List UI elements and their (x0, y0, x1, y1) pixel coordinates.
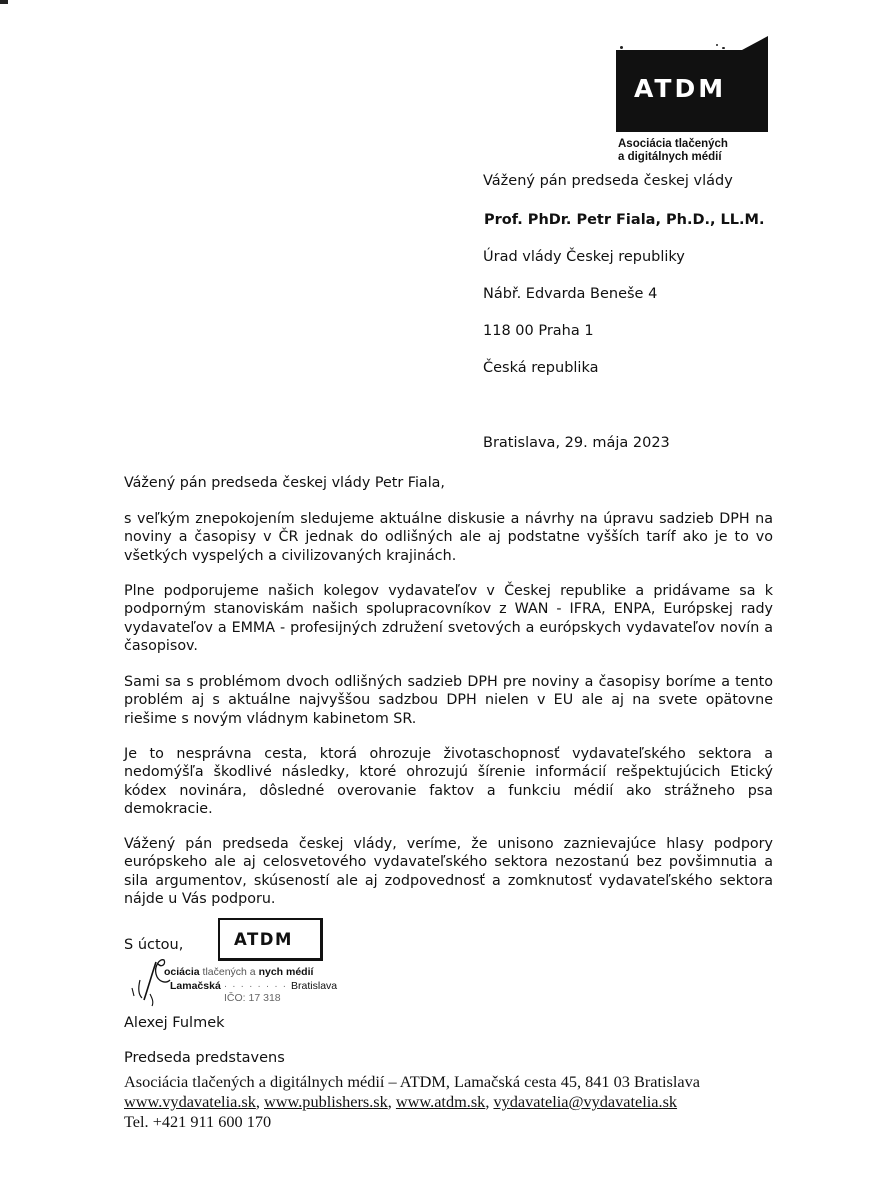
scan-speck (620, 46, 623, 49)
stamp-logo: ATDM (234, 930, 293, 949)
stamp-line-1-suffix: nych médií (258, 966, 314, 978)
letter-greeting: Vážený pán predseda českej vlády Petr Fiala, (124, 475, 445, 491)
link-publishers[interactable]: www.publishers.sk (264, 1092, 388, 1111)
stamp-line-1-mid: tlačených a (202, 966, 256, 978)
footer-links: www.vydavatelia.sk, www.publishers.sk, www.atdm.sk, vydavatelia@vydavatelia.sk (124, 1092, 678, 1111)
scan-speck (716, 44, 718, 46)
logo-subtitle (618, 138, 728, 164)
scan-speck (722, 47, 725, 49)
signatory-name: Alexej Fulmek (124, 1015, 225, 1031)
recipient-name: Prof. PhDr. Petr Fiala, Ph.D., LL.M. (484, 212, 765, 228)
stamp-line-2-suffix: Bratislava (291, 980, 338, 992)
stamp-line-3: IČO: 17 318 (224, 992, 281, 1004)
letter-paragraph-2: Plne podporujeme našich kolegov vydavateľov v Českej republike a pridávame sa k podporným stanoviskám našich spolupracovníkov z WAN - IFRA, ENPA, Európskej rady vydavateľov a EMMA - profesijných združení svetových a európskych vydavateľov novín a časopisov. (124, 583, 773, 654)
scan-mark-corner (0, 0, 8, 4)
signatory-title: Predseda predstavens (124, 1050, 285, 1066)
recipient-city: 118 00 Praha 1 (483, 323, 594, 339)
letter-paragraph-4: Je to nesprávna cesta, ktorá ohrozuje životaschopnosť vydavateľského sektora a nedomýšľa škodlivé následky, ktoré ohrozujú šírenie informácií rešpektujúcich Etický kódex novinára, dôsledné overovanie faktov a funkciu médií ako strážneho psa demokracie. (124, 746, 773, 817)
stamp-line-1-prefix: ociácia (164, 966, 200, 978)
footer-phone: Tel. +421 911 600 170 (124, 1112, 272, 1131)
link-atdm[interactable]: www.atdm.sk (395, 1092, 486, 1111)
link-vydavatelia[interactable]: www.vydavatelia.sk (124, 1092, 256, 1111)
recipient-salutation-line: Vážený pán predseda českej vlády (483, 173, 733, 189)
atdm-logo-corner (742, 36, 768, 50)
stamp-line-2: Lamačská · · · · · · · · Bratislava (170, 980, 338, 992)
recipient-office: Úrad vlády Českej republiky (483, 249, 685, 265)
recipient-country: Česká republika (483, 360, 599, 376)
letter-closing: S úctou, (124, 937, 184, 953)
logo-name: ATDM (634, 74, 727, 103)
letter-paragraph-5: Vážený pán predseda českej vlády, veríme, že unisono zaznievajúce hlasy podpory európskeho ale aj celosvetového vydavateľského sektora nezostanú bez povšimnutia a sila argumentov, skúseností ale aj zodpovednosť a zomknutosť vydavateľského sektora nájde u Vás podporu. (124, 836, 773, 907)
recipient-street: Nábř. Edvarda Beneše 4 (483, 286, 658, 302)
handwritten-signature (126, 954, 206, 1009)
link-email[interactable]: vydavatelia@vydavatelia.sk (493, 1092, 678, 1111)
stamp-line-2-prefix: Lamačská (170, 980, 221, 992)
place-date: Bratislava, 29. mája 2023 (483, 435, 670, 451)
footer-org-line: Asociácia tlačených a digitálnych médií – ATDM, Lamačská cesta 45, 841 03 Bratislava (124, 1072, 700, 1091)
logo-subtitle-line2: a digitálnych médií (618, 151, 722, 163)
letter-paragraph-1: s veľkým znepokojením sledujeme aktuálne diskusie a návrhy na úpravu sadzieb DPH na noviny a časopisy v ČR jednak do odlišných ale aj podstatne vyšších taríf ako je to vo všetkých vyspelých a civilizovaných krajinách. (124, 511, 773, 564)
logo-subtitle-line1: Asociácia tlačených (618, 138, 728, 150)
letter-paragraph-3: Sami sa s problémom dvoch odlišných sadzieb DPH pre noviny a časopisy boríme a tento problém aj s aktuálne najvyššou sadzbou DPH nielen v EU ale aj na svete opätovne riešime s novým vládnym kabinetom SR. (124, 674, 773, 727)
